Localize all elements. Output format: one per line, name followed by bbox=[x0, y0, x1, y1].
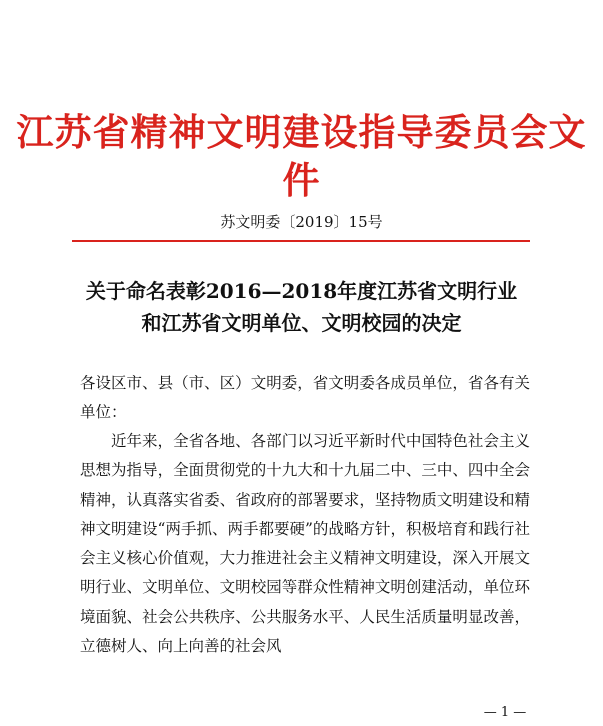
document-title-line-2: 和江苏省文明单位、文明校园的决定 bbox=[141, 311, 462, 335]
masthead-title: 江苏省精神文明建设指导委员会文件 bbox=[16, 110, 587, 202]
body-paragraph bbox=[80, 427, 530, 661]
page-number: — 1 — bbox=[483, 705, 527, 720]
red-divider-line bbox=[72, 240, 530, 242]
salutation-text: 各设区市、县（市、区）文明委，省文明委各成员单位，省各有关单位： bbox=[80, 374, 530, 422]
paragraph-1: 近年来，全省各地、各部门以习近平新时代中国特色社会主义思想为指导，全面贯彻党的十九大和十九届二中、三中、四中全会精神，认真落实省委、省政府的部署要求，坚持物质文明建设和精神文明建设“两手抓、两手都要硬”的战略方针，积极培育和践行社会主义核心价值观，大力推进社会主义精神文明建设，深入开展文明行业、文明单位、文明校园等群众性精神文明创建活动，单位环境面貌、社会公共秩序、公共服务水平、人民生活质量明显改善，立德树人、向上向善的社会风 bbox=[80, 432, 530, 656]
salutation bbox=[80, 369, 530, 428]
document-number: 苏文明委〔2019〕15号 bbox=[220, 213, 383, 231]
document-title-line-1: 关于命名表彰2016—2018年度江苏省文明行业 bbox=[85, 279, 518, 303]
